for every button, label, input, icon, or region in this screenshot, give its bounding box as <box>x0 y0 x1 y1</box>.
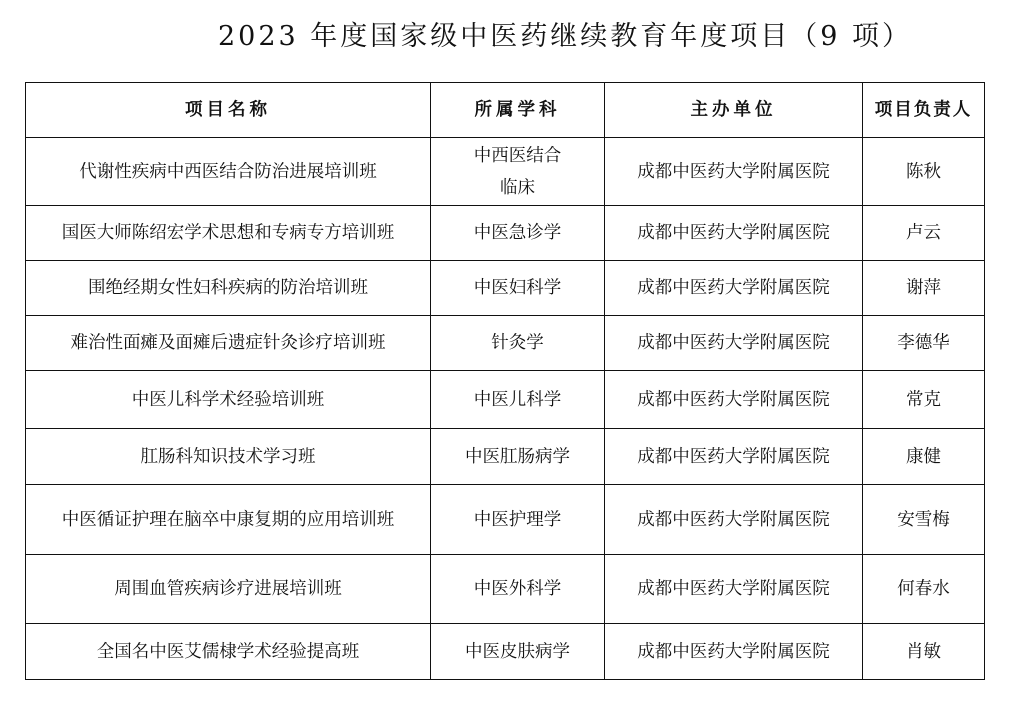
subject-text: 中医皮肤病学 <box>465 641 570 662</box>
table-row <box>26 206 985 261</box>
subject-cell <box>431 138 605 206</box>
host-unit-cell: 成都中医药大学附属医院 <box>605 624 863 680</box>
column-header-host-unit: 主办单位 <box>605 83 863 138</box>
project-name-cell: 中医循证护理在脑卒中康复期的应用培训班 <box>26 485 431 555</box>
subject-cell <box>431 624 605 680</box>
leader-cell: 安雪梅 <box>863 485 985 555</box>
projects-table <box>25 82 985 680</box>
table-row <box>26 555 985 624</box>
table-row <box>26 624 985 680</box>
table-row <box>26 316 985 371</box>
column-header-project-name: 项目名称 <box>26 83 431 138</box>
subject-text: 中医妇科学 <box>473 278 562 298</box>
table-row <box>26 138 985 206</box>
project-name-cell: 难治性面瘫及面瘫后遗症针灸诊疗培训班 <box>26 316 431 371</box>
page-title: 2023 年度国家级中医药继续教育年度项目（9 项） <box>217 21 913 52</box>
table-row <box>26 429 985 485</box>
host-unit-cell: 成都中医药大学附属医院 <box>605 138 863 206</box>
subject-text: 中医外科学 <box>473 579 562 599</box>
subject-text: 中医急诊学 <box>473 223 562 243</box>
project-name-cell: 周围血管疾病诊疗进展培训班 <box>26 555 431 624</box>
subject-cell <box>431 485 605 555</box>
project-name-cell: 肛肠科知识技术学习班 <box>26 429 431 485</box>
subject-text: 中医护理学 <box>473 509 562 530</box>
subject-cell <box>431 206 605 261</box>
leader-cell: 肖敏 <box>863 624 985 680</box>
project-name-cell: 全国名中医艾儒棣学术经验提高班 <box>26 624 431 680</box>
table-header-row <box>26 83 985 138</box>
project-name-cell: 代谢性疾病中西医结合防治进展培训班 <box>26 138 431 206</box>
host-unit-cell: 成都中医药大学附属医院 <box>605 555 863 624</box>
subject-cell <box>431 371 605 429</box>
column-header-subject: 所属学科 <box>431 83 605 138</box>
subject-cell <box>431 261 605 316</box>
leader-cell: 李德华 <box>863 316 985 371</box>
project-name-cell: 中医儿科学术经验培训班 <box>26 371 431 429</box>
subject-cell <box>431 316 605 371</box>
leader-cell: 陈秋 <box>863 138 985 206</box>
leader-cell: 常克 <box>863 371 985 429</box>
leader-cell: 卢云 <box>863 206 985 261</box>
host-unit-cell: 成都中医药大学附属医院 <box>605 206 863 261</box>
subject-text: 针灸学 <box>491 333 544 353</box>
table-row <box>26 371 985 429</box>
subject-text: 中西医结合临床 <box>473 145 562 198</box>
project-name-cell: 围绝经期女性妇科疾病的防治培训班 <box>26 261 431 316</box>
project-name-cell: 国医大师陈绍宏学术思想和专病专方培训班 <box>26 206 431 261</box>
host-unit-cell: 成都中医药大学附属医院 <box>605 371 863 429</box>
host-unit-cell: 成都中医药大学附属医院 <box>605 261 863 316</box>
subject-cell <box>431 555 605 624</box>
subject-text: 中医儿科学 <box>473 389 562 410</box>
column-header-leader: 项目负责人 <box>863 83 985 138</box>
host-unit-cell: 成都中医药大学附属医院 <box>605 316 863 371</box>
leader-cell: 何春水 <box>863 555 985 624</box>
subject-cell <box>431 429 605 485</box>
host-unit-cell: 成都中医药大学附属医院 <box>605 485 863 555</box>
leader-cell: 康健 <box>863 429 985 485</box>
table-row <box>26 485 985 555</box>
table-row <box>26 261 985 316</box>
host-unit-cell: 成都中医药大学附属医院 <box>605 429 863 485</box>
subject-text: 中医肛肠病学 <box>465 446 570 467</box>
leader-cell: 谢萍 <box>863 261 985 316</box>
